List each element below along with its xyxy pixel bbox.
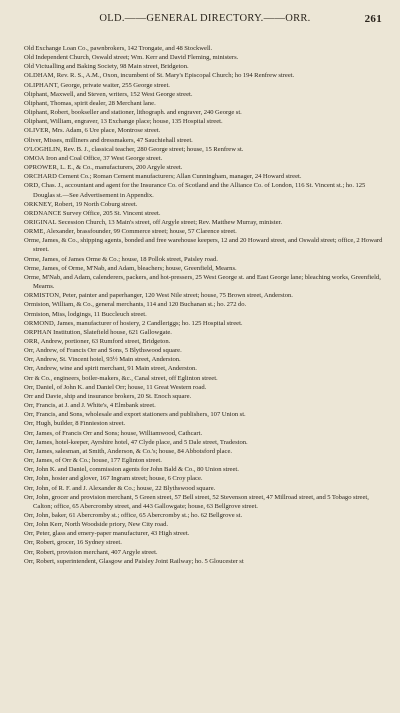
directory-entry xyxy=(24,172,386,181)
entry-text: Orr, Robert, grocer, 16 Sydney street. xyxy=(24,539,122,547)
directory-entry xyxy=(24,548,386,557)
entry-text: Ormiston, Miss, lodgings, 11 Buccleuch street. xyxy=(24,310,147,318)
entry-text: Orr, Peter, glass and emery-paper manufacturer, 43 High street. xyxy=(24,530,190,538)
directory-entry xyxy=(24,53,386,62)
entry-lead: ORMOND, xyxy=(24,319,56,327)
directory-entry xyxy=(24,511,386,520)
directory-entry xyxy=(24,419,386,428)
entry-text: Iron and Coal Office, 37 West George street. xyxy=(44,154,163,162)
entry-lead: ORKNEY, xyxy=(24,200,53,208)
directory-entry xyxy=(24,154,386,163)
entry-lead: ORIGINAL xyxy=(24,218,57,226)
directory-entry xyxy=(24,374,386,383)
directory-entry xyxy=(24,346,386,355)
entry-text: Orr, James, salesman, at Smith, Anderson, & Co.'s; house, 84 Abbotsford place. xyxy=(24,447,233,455)
entry-text: Orr, John, of R. F. and J. Alexander & Co.; house, 22 Blythswood square. xyxy=(24,484,216,492)
entry-text: Orme, James, & Co., shipping agents, bonded and free warehouse keepers, 12 and 20 Howard street, and Oswald street; office, 2 Howard street. xyxy=(24,237,383,254)
directory-entry xyxy=(24,163,386,172)
directory-entry xyxy=(24,300,386,309)
entry-text: Orr, John Kerr, North Woodside priory, New City road. xyxy=(24,521,169,529)
entry-lead: OLIPHANT, xyxy=(24,81,60,89)
entry-text: Robert, 19 North Coburg street. xyxy=(52,200,138,208)
entry-lead: OMOA xyxy=(24,154,45,162)
entry-text: Survey Office, 205 St. Vincent street. xyxy=(61,209,161,217)
directory-entry xyxy=(24,255,386,264)
directory-entry xyxy=(24,364,386,373)
directory-entry xyxy=(24,136,386,145)
entry-lead: OPROWER, xyxy=(24,164,59,172)
entry-text: Orr, John K. and Daniel, commission agents for John Bald & Co., 80 Union street. xyxy=(24,466,239,474)
entry-text: Orr, John, hosier and glover, 167 Ingram street; house, 6 Croy place. xyxy=(24,475,203,483)
entry-text: Orr, John, grocer and provision merchant, 5 Green street, 57 Bell street, 52 Stevenson street, 47 Millroad street, and 5 Tobago street, Calton; office, 65 Abercromby street, and 443 Gallowgate; house, 63 Bellgrove street. xyxy=(24,493,369,510)
directory-entry xyxy=(24,392,386,401)
entry-text: Orr and Davie, ship and insurance brokers, 20 St. Enoch square. xyxy=(24,392,192,400)
entry-text: Cement Co.; Roman Cement manufacturers; Allan Cunningham, manager, 24 Howard street. xyxy=(56,173,302,181)
directory-entry xyxy=(24,62,386,71)
entry-text: Oliphant, Thomas, spirit dealer, 28 Merchant lane. xyxy=(24,99,156,107)
directory-entry xyxy=(24,310,386,319)
directory-entry xyxy=(24,465,386,474)
directory-entry xyxy=(24,117,386,126)
entry-text: Orr, Robert, provision merchant, 407 Argyle street. xyxy=(24,548,158,556)
directory-entry xyxy=(24,291,386,300)
entry-text: Old Independent Church, Oswald street; Wm. Kerr and David Fleming, ministers. xyxy=(24,54,239,62)
entry-text: Chas. J., accountant and agent for the Insurance Co. of Scotland and the Alliance Co. of London, 116 St. Vincent st.; ho. 125 Douglas st.—See Advertisement in Appendix. xyxy=(33,182,366,199)
entry-lead: ORCHARD xyxy=(24,173,57,181)
directory-entry xyxy=(24,383,386,392)
entry-text: Orr, James, hotel-keeper, Ayrshire hotel, 47 Clyde place, and 5 Dale street, Tradeston. xyxy=(24,438,248,446)
directory-entry xyxy=(24,355,386,364)
directory-entry xyxy=(24,236,386,254)
entry-text: Orr, James, of Orr & Co.; house, 177 Eglinton street. xyxy=(24,457,162,465)
entry-lead: O'LOGHLIN, xyxy=(24,145,62,153)
entry-text: Peter, painter and paperhanger, 120 West Nile street; house, 75 Brown street, Anderston. xyxy=(60,292,293,300)
directory-entry xyxy=(24,200,386,209)
entry-text: Mrs. Adam, 6 Ure place, Montrose street. xyxy=(50,127,161,135)
entry-text: Rev. R. S., A.M., Oxon, incumbent of St. Mary's Episcopal Church; ho 194 Renfrew street. xyxy=(55,72,295,80)
entry-text: Orr & Co., engineers, boiler-makers, &c., Canal street, off Eglinton street. xyxy=(24,374,218,382)
directory-entry xyxy=(24,520,386,529)
entry-text: Orme, James, of Orme, M'Nab, and Adam, bleachers; house, Greenfield, Mearns. xyxy=(24,264,237,272)
directory-entry xyxy=(24,474,386,483)
directory-entry xyxy=(24,319,386,328)
directory-entry xyxy=(24,44,386,53)
directory-entry xyxy=(24,328,386,337)
entry-text: Secession Church, 13 Main's street, off Argyle street; Rev. Matthew Murray, minister. xyxy=(56,218,282,226)
directory-entry xyxy=(24,108,386,117)
entry-text: Orr, Francis, at J. and J. White's, 4 Elmbank street. xyxy=(24,402,156,410)
entry-text: Orr, Andrew, wine and spirit merchant, 91 Main street, Anderston. xyxy=(24,365,197,373)
entry-lead: ORMISTON, xyxy=(24,292,61,300)
entry-text: Oliphant, Robert, bookseller and stationer, lithograph. and engraver, 240 George st. xyxy=(24,109,242,117)
entry-text: Orr, James, of Francis Orr and Sons; house, Williamwood, Cathcart. xyxy=(24,429,203,437)
directory-entry xyxy=(24,484,386,493)
directory-entry xyxy=(24,90,386,99)
entry-lead: OLIVER, xyxy=(24,127,51,135)
running-title: OLD.——GENERAL DIRECTORY.——ORR. xyxy=(99,13,311,24)
directory-entry xyxy=(24,401,386,410)
entry-text: Orme, M'Nab, and Adam, calenderers, packers, and hot-pressers, 25 West George st. and East George lane; bleaching works, Greenfield, Mearns. xyxy=(24,273,381,291)
directory-entry xyxy=(24,145,386,154)
entry-text: L. E., & Co., manufacturers, 200 Argyle street. xyxy=(58,164,183,172)
entry-text: James, manufacturer of hosiery, 2 Candleriggs; ho. 125 Hospital street. xyxy=(55,319,243,327)
entry-text: Andrew, portioner, 63 Rumford street, Bridgeton. xyxy=(39,338,171,345)
directory-entry xyxy=(24,126,386,135)
directory-entry xyxy=(24,557,386,566)
entry-text: Oliphant, William, engraver, 13 Exchange place; house, 135 Hospital street. xyxy=(24,118,223,126)
entry-lead: ORME, xyxy=(24,228,46,236)
directory-entry xyxy=(24,81,386,90)
directory-entry xyxy=(24,529,386,538)
entry-text: Old Victualling and Baking Society, 98 Main street, Bridgeton. xyxy=(24,63,189,71)
entry-text: Alexander, brassfounder, 99 Commerce street; house, 57 Clarence street. xyxy=(45,228,237,236)
entry-text: Oliver, Misses, milliners and dressmakers, 47 Sauchiehall street. xyxy=(24,136,193,144)
directory-entry xyxy=(24,99,386,108)
entry-text: Orr, Andrew, of Francis Orr and Sons, 5 Blythswood square. xyxy=(24,347,182,355)
directory-entry xyxy=(24,429,386,438)
entry-lead: ORPHAN xyxy=(24,328,52,336)
entry-text: Orr, Francis, and Sons, wholesale and export stationers and publishers, 107 Union st. xyxy=(24,411,246,419)
directory-entry xyxy=(24,410,386,419)
directory-entry xyxy=(24,493,386,511)
directory-entry xyxy=(24,273,386,291)
entry-text: Orr, Daniel, of John K. and Daniel Orr; house, 11 Great Western road. xyxy=(24,383,207,391)
directory-entry xyxy=(24,264,386,273)
directory-entry xyxy=(24,456,386,465)
entry-text: Institution, Slatefield house, 621 Gallowgate. xyxy=(51,328,172,336)
running-header xyxy=(24,8,386,30)
directory-entry xyxy=(24,538,386,547)
entry-text: Orr, Hugh, builder, 8 Finnieston street. xyxy=(24,420,126,428)
page-number: 261 xyxy=(364,13,382,25)
directory-entry xyxy=(24,337,386,346)
directory-entry xyxy=(24,227,386,236)
entry-text: Orr, Robert, superintendent, Glasgow and Paisley Joint Railway; ho. 5 Gloucester st xyxy=(24,557,244,565)
entry-text: Ormiston, William, & Co., general merchants, 114 and 120 Buchanan st.; ho. 272 do. xyxy=(24,301,247,309)
entry-lead: ORR, xyxy=(24,338,40,345)
entry-lead: ORD, xyxy=(24,182,40,190)
directory-entry xyxy=(24,181,386,199)
entry-text: Oliphant, Maxwell, and Steven, writers, 152 West George street. xyxy=(24,90,193,98)
entry-text: Orme, James, of James Orme & Co.; house, 18 Pollok street, Paisley road. xyxy=(24,255,218,263)
entry-text: Orr, Andrew, St. Vincent hotel, 93½ Main street, Anderston. xyxy=(24,356,181,364)
directory-entry xyxy=(24,209,386,218)
directory-entry xyxy=(24,438,386,447)
entry-text: Orr, John, baker, 61 Abercromby st.; office, 65 Abercromby st.; ho. 62 Bellgrove st. xyxy=(24,511,243,519)
entry-lead: OLDHAM, xyxy=(24,72,56,80)
entry-lead: ORDNANCE xyxy=(24,209,62,217)
entry-text: George, private waiter, 255 George street. xyxy=(59,81,170,89)
entry-text: Rev. B. J., classical teacher, 280 George street; house, 15 Renfrew st. xyxy=(61,145,244,153)
directory-entry xyxy=(24,447,386,456)
directory-entries xyxy=(24,44,386,566)
directory-entry xyxy=(24,218,386,227)
directory-entry xyxy=(24,71,386,80)
entry-text: Old Exchange Loan Co., pawnbrokers, 142 Trongate, and 48 Stockwell. xyxy=(24,45,213,52)
